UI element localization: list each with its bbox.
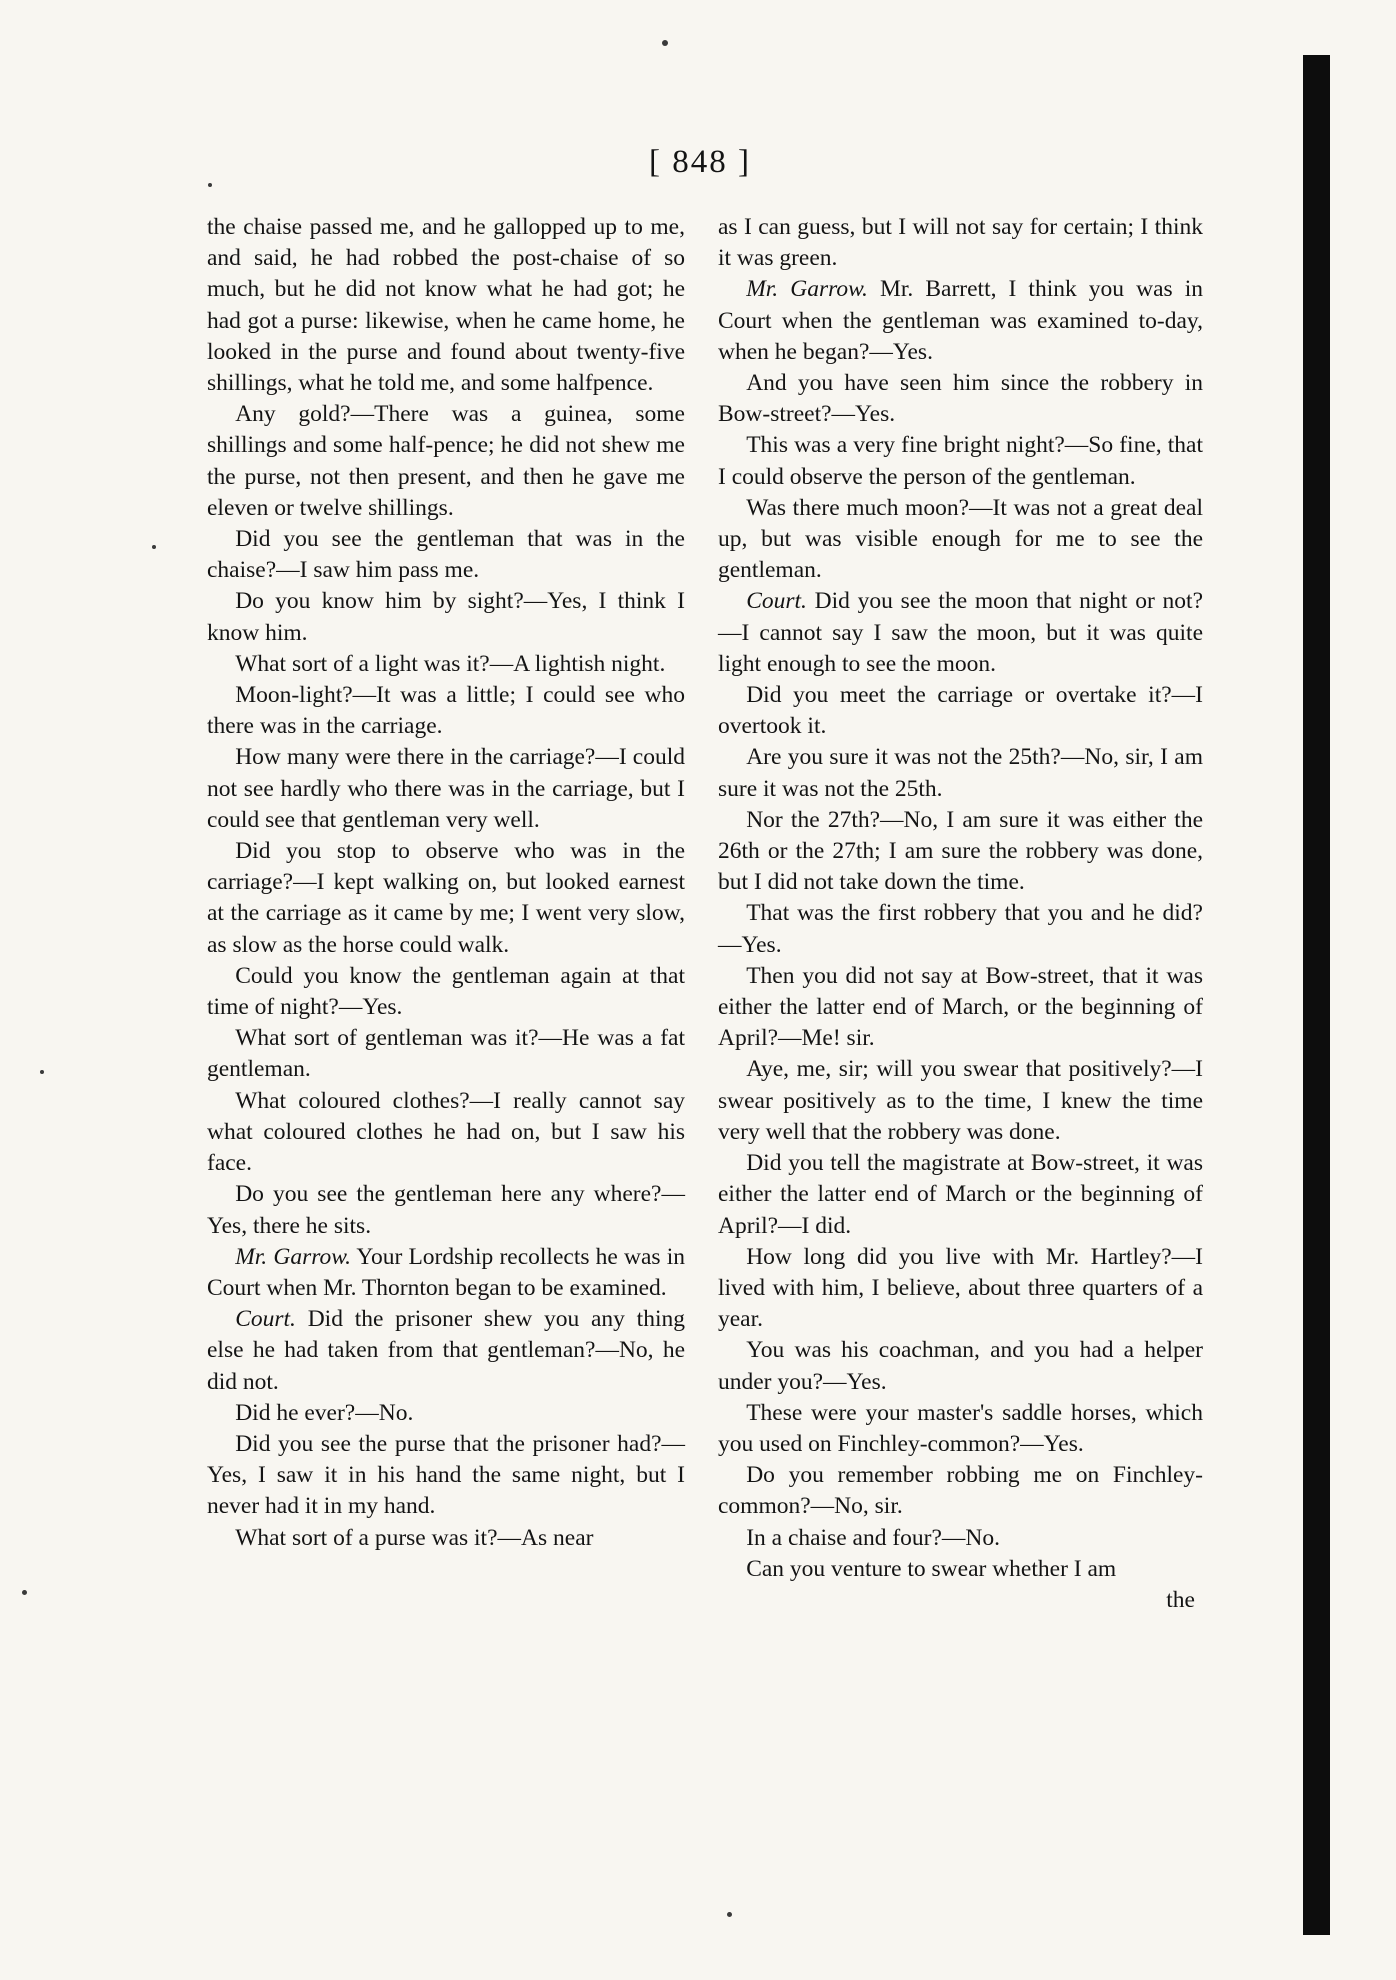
paragraph-text: What coloured clothes?—I really cannot say what coloured clothes he had on, but I saw his face. [207, 1087, 685, 1177]
paragraph [207, 586, 685, 648]
paragraph [207, 399, 685, 524]
paragraph [718, 961, 1203, 1055]
paragraph-text: You was his coachman, and you had a helper under you?—Yes. [718, 1337, 1203, 1395]
paragraph [207, 680, 685, 742]
paragraph [718, 742, 1203, 804]
paragraph-text: Did you see the gentleman that was in the chaise?—I saw him pass me. [207, 526, 685, 584]
paragraph [718, 1148, 1203, 1242]
paragraph-text: Did you meet the carriage or overtake it?—I overtook it. [718, 682, 1203, 740]
paragraph [718, 1460, 1203, 1522]
paragraph [207, 836, 685, 961]
paragraph-text: Did you see the moon that night or not?—I cannot say I saw the moon, but it was quite light enough to see the moon. [718, 588, 1203, 677]
paragraph [718, 1554, 1203, 1585]
paragraph [207, 1523, 685, 1554]
paragraph [718, 1335, 1203, 1397]
paragraph-text: Do you know him by sight?—Yes, I think I know him. [207, 588, 685, 646]
scan-speck [152, 545, 156, 549]
scan-speck [208, 183, 212, 187]
paragraph-text: Aye, me, sir; will you swear that positively?—I swear positively as to the time, I knew the time very well that the robbery was done. [718, 1056, 1203, 1145]
paragraph [718, 1242, 1203, 1336]
paragraph [207, 1086, 685, 1180]
paragraph [207, 524, 685, 586]
speaker-label: Court. [746, 588, 807, 615]
paragraph [718, 805, 1203, 899]
paragraph [207, 1242, 685, 1304]
page-number: [ 848 ] [649, 144, 751, 180]
paragraph-text: Did you stop to observe who was in the carriage?—I kept walking on, but looked earnest at the carriage as it came by me; I went very slow, as slow as the horse could walk. [207, 838, 685, 958]
paragraph-text: as I can guess, but I will not say for certain; I think it was green. [718, 214, 1203, 272]
paragraph-text: Did the prisoner shew you any thing else he had taken from that gentleman?—No, he did not. [207, 1306, 685, 1395]
paragraph [718, 1054, 1203, 1148]
paragraph-text: the chaise passed me, and he gallopped up to me, and said, he had robbed the post-chaise of so much, but he did not know what he had got; he had got a purse: likewise, when he came home, he looked in the purse and found about twenty-five shillings, what he told me, and some halfpence. [207, 214, 685, 397]
speaker-label: Court. [235, 1306, 296, 1333]
paragraph-text: And you have seen him since the robbery in Bow-street?—Yes. [718, 370, 1203, 428]
paragraph [718, 430, 1203, 492]
paragraph [207, 742, 685, 836]
speaker-label: Mr. Garrow. [235, 1243, 352, 1270]
paragraph-text: How many were there in the carriage?—I could not see hardly who there was in the carriage, but I could see that gentleman very well. [207, 744, 685, 833]
paragraph-text: In a chaise and four?—No. [746, 1524, 1001, 1551]
paragraph-text: Your Lordship recollects he was in Court when Mr. Thornton began to be examined. [207, 1243, 685, 1301]
paragraph-text: That was the first robbery that you and he did?—Yes. [718, 900, 1203, 958]
scan-speck [22, 1590, 27, 1595]
paragraph [207, 1179, 685, 1241]
paragraph [207, 1398, 685, 1429]
paragraph-text: How long did you live with Mr. Hartley?—I lived with him, I believe, about three quarters of a year. [718, 1243, 1203, 1333]
paragraph [718, 898, 1203, 960]
paragraph-text: Did you see the purse that the prisoner had?—Yes, I saw it in his hand the same night, but I never had it in my hand. [207, 1430, 685, 1520]
paragraph-text: Nor the 27th?—No, I am sure it was either the 26th or the 27th; I am sure the robbery was done, but I did not take down the time. [718, 806, 1203, 896]
scan-speck [662, 40, 668, 46]
paragraph-text: Any gold?—There was a guinea, some shillings and some half-pence; he did not shew me the purse, not then present, and then he gave me eleven or twelve shillings. [207, 401, 685, 521]
paragraph [207, 649, 685, 680]
paragraph-text: What sort of a light was it?—A lightish night. [235, 650, 666, 677]
speaker-label: Mr. Garrow. [746, 276, 868, 303]
paragraph [207, 1429, 685, 1523]
paragraph-text: Mr. Barrett, I think you was in Court when the gentleman was examined to-day, when he began?—Yes. [718, 276, 1203, 365]
left-column [207, 212, 685, 1554]
paragraph-text: Then you did not say at Bow-street, that it was either the latter end of March, or the beginning of April?—Me! sir. [718, 962, 1203, 1052]
paragraph-text: These were your master's saddle horses, which you used on Finchley-common?—Yes. [718, 1399, 1203, 1457]
paragraph-text: Was there much moon?—It was not a great deal up, but was visible enough for me to see the gentleman. [718, 494, 1203, 584]
paragraph [718, 493, 1203, 587]
paragraph-text: Could you know the gentleman again at that time of night?—Yes. [207, 962, 685, 1021]
paragraph [718, 586, 1203, 680]
paragraph-text: This was a very fine bright night?—So fine, that I could observe the person of the gentleman. [718, 432, 1203, 490]
paragraph [718, 680, 1203, 742]
paragraph-text: Moon-light?—It was a little; I could see who there was in the carriage. [207, 682, 685, 740]
paragraph-text: Are you sure it was not the 25th?—No, sir, I am sure it was not the 25th. [718, 744, 1203, 802]
paragraph [718, 212, 1203, 274]
paragraph-text: Did he ever?—No. [235, 1399, 414, 1426]
paragraph-text: What sort of gentleman was it?—He was a fat gentleman. [207, 1025, 685, 1083]
right-column [718, 212, 1203, 1616]
paragraph [207, 961, 685, 1023]
paragraph [207, 212, 685, 399]
scan-edge-bar [1303, 55, 1330, 1935]
paragraph-text: Do you see the gentleman here any where?—Yes, there he sits. [207, 1181, 685, 1239]
paragraph [718, 1398, 1203, 1460]
paragraph-text: Do you remember robbing me on Finchley-common?—No, sir. [718, 1462, 1203, 1520]
paragraph-text: Did you tell the magistrate at Bow-street, it was either the latter end of March or the beginning of April?—I did. [718, 1150, 1203, 1239]
paragraph [718, 1523, 1203, 1554]
scan-speck [40, 1070, 44, 1074]
paragraph [718, 368, 1203, 430]
paragraph [207, 1304, 685, 1398]
scan-speck [727, 1912, 732, 1917]
paragraph-text: What sort of a purse was it?—As near [235, 1524, 594, 1551]
catchword: the [1166, 1586, 1195, 1613]
paragraph-text: Can you venture to swear whether I am [746, 1555, 1117, 1582]
paragraph [718, 274, 1203, 368]
paragraph [207, 1023, 685, 1085]
